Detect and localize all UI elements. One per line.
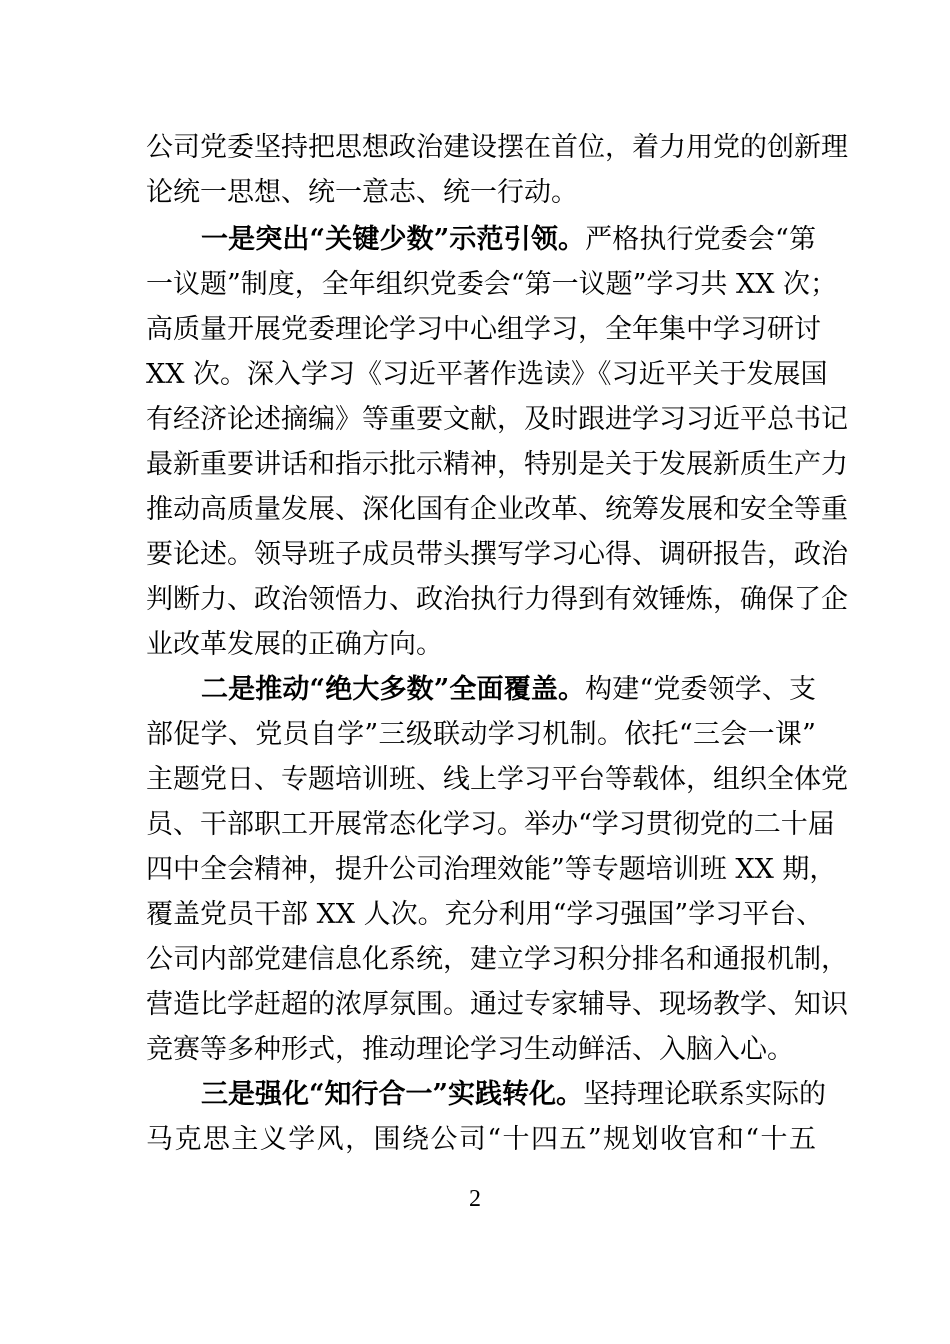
- paragraph-line: 业改革发展的正确方向。: [146, 629, 443, 660]
- paragraph-line: 推动高质量发展、深化国有企业改革、统筹发展和安全等重: [146, 494, 848, 525]
- paragraph-line: 马克思主义学风，围绕公司“十四五”规划收官和“十五: [146, 1124, 816, 1155]
- paragraph-first-line: [201, 1075, 827, 1115]
- paragraph-line: 部促学、党员自学”三级联动学习机制。依托“三会一课”: [146, 719, 816, 750]
- paragraph-line: 营造比学赶超的浓厚氛围。通过专家辅导、现场教学、知识: [146, 989, 848, 1020]
- paragraph-line: 高质量开展党委理论学习中心组学习，全年集中学习研讨: [146, 314, 821, 345]
- paragraph-first-line: [201, 220, 816, 260]
- page-number: 2: [469, 1186, 481, 1212]
- paragraph-heading: 二是推动“绝大多数”全面覆盖。: [201, 674, 586, 705]
- paragraph-first-line: [201, 670, 816, 710]
- paragraph-line: 公司内部党建信息化系统，建立学习积分排名和通报机制，: [146, 944, 848, 975]
- paragraph-line: 四中全会精神，提升公司治理效能”等专题培训班 XX 期，: [146, 854, 837, 885]
- paragraph-text: 严格执行党委会“第: [585, 224, 816, 255]
- paragraph-line: 最新重要讲话和指示批示精神，特别是关于发展新质生产力: [146, 449, 848, 480]
- paragraph-line: 要论述。领导班子成员带头撰写学习心得、调研报告，政治: [146, 539, 848, 570]
- paragraph-line: XX 次。深入学习《习近平著作选读》《习近平关于发展国: [146, 359, 828, 390]
- paragraph-text: 构建“党委领学、支: [585, 674, 816, 705]
- paragraph-heading: 三是强化“知行合一”实践转化。: [201, 1079, 584, 1110]
- paragraph-line: 论统一思想、统一意志、统一行动。: [146, 177, 578, 208]
- paragraph-line: 覆盖党员干部 XX 人次。充分利用“学习强国”学习平台、: [146, 899, 824, 930]
- paragraph-line: 竞赛等多种形式，推动理论学习生动鲜活、入脑入心。: [146, 1034, 794, 1065]
- paragraph-line: 有经济论述摘编》等重要文献，及时跟进学习习近平总书记: [146, 404, 848, 435]
- paragraph-line: 判断力、政治领悟力、政治执行力得到有效锤炼，确保了企: [146, 584, 848, 615]
- paragraph-text: 坚持理论联系实际的: [583, 1079, 827, 1110]
- paragraph-line: 员、干部职工开展常态化学习。举办“学习贯彻党的二十届: [146, 809, 835, 840]
- paragraph-line: 主题党日、专题培训班、线上学习平台等载体，组织全体党: [146, 764, 848, 795]
- paragraph-line: 公司党委坚持把思想政治建设摆在首位，着力用党的创新理: [146, 132, 848, 163]
- paragraph-heading: 一是突出“关键少数”示范引领。: [201, 224, 586, 255]
- paragraph-line: 一议题”制度，全年组织党委会“第一议题”学习共 XX 次；: [146, 269, 838, 300]
